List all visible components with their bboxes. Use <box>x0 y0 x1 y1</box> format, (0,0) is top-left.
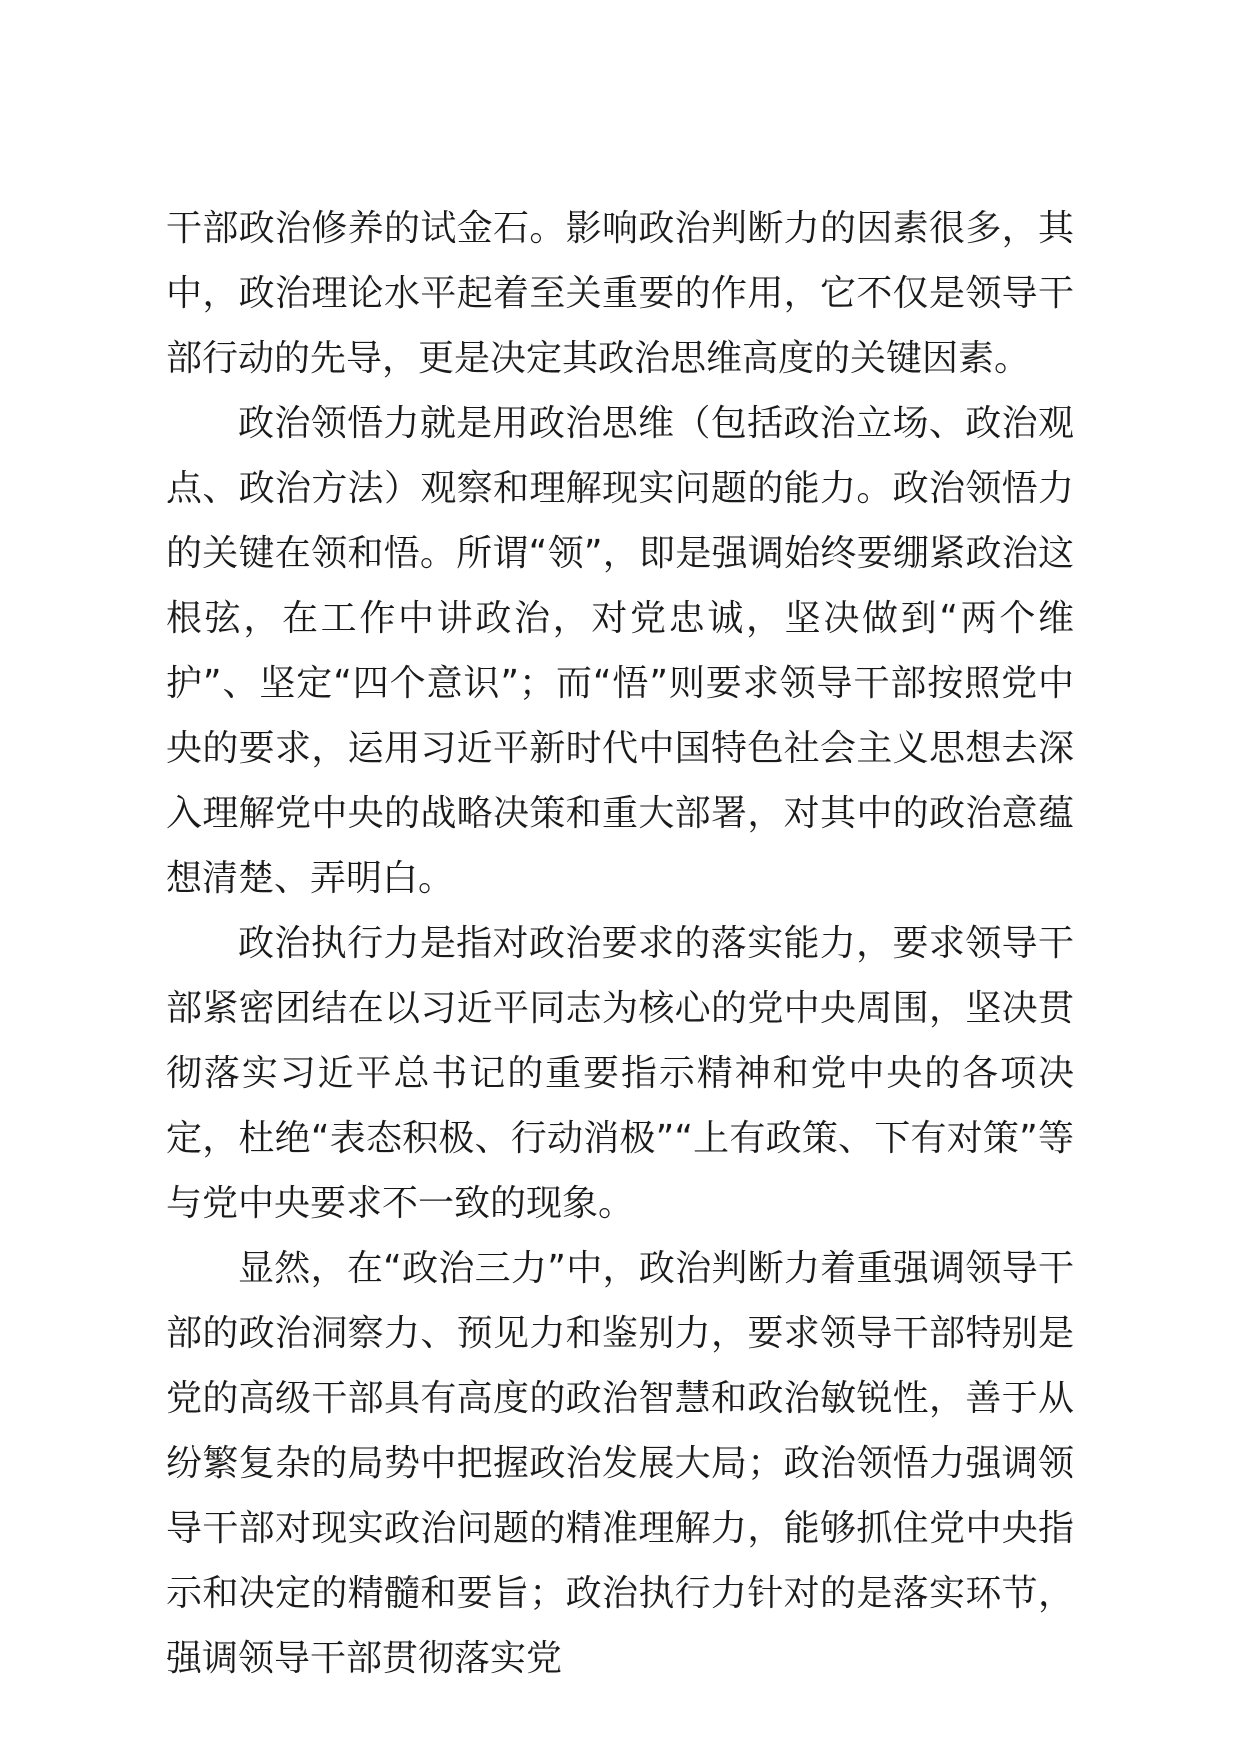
paragraph-1: 干部政治修养的试金石。影响政治判断力的因素很多，其中，政治理论水平起着至关重要的作用，它不仅是领导干部行动的先导，更是决定其政治思维高度的关键因素。 <box>166 208 1074 379</box>
paragraph-4: 显然，在“政治三力”中，政治判断力着重强调领导干部的政治洞察力、预见力和鉴别力，要求领导干部特别是党的高级干部具有高度的政治智慧和政治敏锐性，善于从纷繁复杂的局势中把握政治发展大局；政治领悟力强调领导干部对现实政治问题的精准理解力，能够抓住党中央指示和决定的精髓和要旨；政治执行力针对的是落实环节，强调领导干部贯彻落实党 <box>166 1248 1074 1679</box>
paragraph-2: 政治领悟力就是用政治思维（包括政治立场、政治观点、政治方法）观察和理解现实问题的能力。政治领悟力的关键在领和悟。所谓“领”，即是强调始终要绷紧政治这根弦，在工作中讲政治，对党忠诚，坚决做到“两个维护”、坚定“四个意识”；而“悟”则要求领导干部按照党中央的要求，运用习近平新时代中国特色社会主义思想去深入理解党中央的战略决策和重大部署，对其中的政治意蕴想清楚、弄明白。 <box>166 403 1074 899</box>
document-page <box>166 196 1074 1691</box>
paragraph-3: 政治执行力是指对政治要求的落实能力，要求领导干部紧密团结在以习近平同志为核心的党中央周围，坚决贯彻落实习近平总书记的重要指示精神和党中央的各项决定，杜绝“表态积极、行动消极”“上有政策、下有对策”等与党中央要求不一致的现象。 <box>166 923 1074 1224</box>
